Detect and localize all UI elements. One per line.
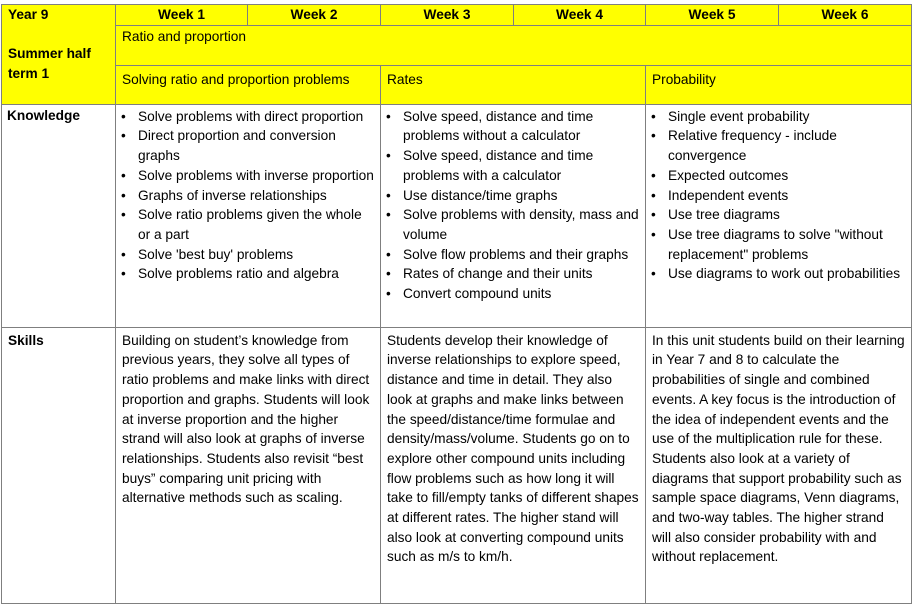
week-4-header: Week 4 (514, 5, 646, 26)
week-3-header: Week 3 (381, 5, 514, 26)
bullet-icon: • (651, 128, 656, 144)
knowledge-label: Knowledge (7, 107, 81, 123)
knowledge-rates-list (386, 106, 640, 304)
skills-probability-text: In this unit students build on their learning in Year 7 and 8 to calculate the probabilities of single and combined events. A key focus is the introduction of the idea of independent events and the use of the multiplication rule for these. Students also look at a variety of diagrams that support probability such as sample space diagrams, Venn diagrams, and two-way tables. The higher strand will also consider probability with and without replacement. (646, 327, 912, 603)
knowledge-item-text: Solve flow problems and their graphs (403, 246, 629, 262)
knowledge-probability-list (651, 106, 906, 284)
knowledge-item (386, 186, 640, 206)
skills-rates-text: Students develop their knowledge of inverse relationships to explore speed, distance and time in detail. They also look at graphs and make links between the speed/distance/time formulae and density/mass/volume. Students go on to explore other compound units including flow problems such as how long it will take to fill/empty tanks of different shapes at different rates. The higher stand will also look at converting compound units such as m/s to km/h. (381, 327, 646, 603)
subunit-rates: Rates (381, 65, 646, 104)
knowledge-item-text: Use tree diagrams to solve "without replacement" problems (668, 226, 883, 262)
knowledge-item (121, 107, 375, 127)
knowledge-item (386, 107, 640, 146)
half-term-label: Summer half term 1 (8, 46, 91, 81)
year-label: Year 9 (8, 7, 49, 22)
knowledge-item-text: Solve problems with inverse proportion (138, 167, 374, 183)
knowledge-item-text: Direct proportion and conversion graphs (138, 128, 336, 164)
knowledge-item-text: Expected outcomes (668, 167, 789, 183)
bullet-icon: • (121, 266, 126, 282)
knowledge-item-text: Solve ratio problems given the whole or a part (138, 207, 362, 242)
bullet-icon: • (386, 108, 391, 124)
knowledge-item (121, 205, 375, 244)
knowledge-item (386, 264, 640, 284)
knowledge-row-header (2, 104, 116, 327)
knowledge-item (121, 245, 375, 265)
bullet-icon: • (651, 266, 656, 282)
knowledge-item-text: Use tree diagrams (668, 207, 780, 223)
bullet-icon: • (121, 187, 126, 203)
bullet-icon: • (386, 286, 391, 302)
knowledge-item (386, 205, 640, 244)
knowledge-item-text: Use diagrams to work out probabilities (668, 266, 901, 282)
scheme-of-work-table (1, 4, 912, 604)
knowledge-item-text: Relative frequency - include convergence (668, 128, 837, 164)
bullet-icon: • (651, 167, 656, 183)
bullet-icon: • (651, 226, 656, 242)
knowledge-item-text: Independent events (668, 187, 789, 203)
knowledge-item-text: Solve speed, distance and time problems without a calculator (403, 108, 594, 144)
bullet-icon: • (386, 266, 391, 282)
knowledge-item (651, 107, 906, 127)
knowledge-probability-cell (646, 104, 912, 327)
knowledge-item-text: Solve 'best buy' problems (138, 246, 294, 262)
bullet-icon: • (121, 246, 126, 262)
bullet-icon: • (651, 108, 656, 124)
knowledge-item (386, 245, 640, 265)
week-6-header: Week 6 (779, 5, 912, 26)
bullet-icon: • (121, 207, 126, 223)
bullet-icon: • (386, 148, 391, 164)
skills-row-header: Skills (2, 327, 116, 603)
bullet-icon: • (386, 246, 391, 262)
year-half-term-cell (2, 5, 116, 105)
knowledge-item-text: Rates of change and their units (403, 266, 593, 282)
knowledge-item (651, 264, 906, 284)
knowledge-item-text: Use distance/time graphs (403, 187, 558, 203)
knowledge-item-text: Convert compound units (403, 286, 552, 302)
knowledge-item (651, 166, 906, 186)
bullet-icon: • (121, 167, 126, 183)
knowledge-item-text: Single event probability (668, 108, 810, 124)
knowledge-item-text: Solve problems with density, mass and volume (403, 207, 639, 242)
knowledge-item-text: Solve problems ratio and algebra (138, 266, 339, 282)
knowledge-item (386, 284, 640, 304)
skills-ratio-text: Building on student’s knowledge from previous years, they solve all types of ratio problems and make links with direct proportion and graphs. Students will look at inverse proportion and the higher strand will also look at graphs of inverse relationships. Students also revisit “best buys” comparing unit pricing with alternative methods such as scaling. (116, 327, 381, 603)
knowledge-item-text: Graphs of inverse relationships (138, 187, 327, 203)
knowledge-item (386, 146, 640, 185)
bullet-icon: • (651, 207, 656, 223)
week-2-header: Week 2 (248, 5, 381, 26)
subunit-probability: Probability (646, 65, 912, 104)
knowledge-item-text: Solve speed, distance and time problems with a calculator (403, 148, 594, 183)
knowledge-item (651, 225, 906, 264)
week-1-header: Week 1 (116, 5, 248, 26)
week-5-header: Week 5 (646, 5, 779, 26)
knowledge-item (121, 126, 375, 165)
bullet-icon: • (121, 128, 126, 144)
knowledge-item (121, 264, 375, 284)
knowledge-rates-cell (381, 104, 646, 327)
bullet-icon: • (386, 207, 391, 223)
knowledge-item (121, 166, 375, 186)
knowledge-item (651, 205, 906, 225)
subunit-ratio: Solving ratio and proportion problems (116, 65, 381, 104)
knowledge-item (121, 186, 375, 206)
bullet-icon: • (651, 187, 656, 203)
knowledge-ratio-cell (116, 104, 381, 327)
bullet-icon: • (386, 187, 391, 203)
knowledge-item (651, 126, 906, 165)
unit-title: Ratio and proportion (116, 25, 912, 65)
bullet-icon: • (121, 108, 126, 124)
knowledge-ratio-list (121, 106, 375, 284)
knowledge-item-text: Solve problems with direct proportion (138, 108, 364, 124)
knowledge-item (651, 186, 906, 206)
